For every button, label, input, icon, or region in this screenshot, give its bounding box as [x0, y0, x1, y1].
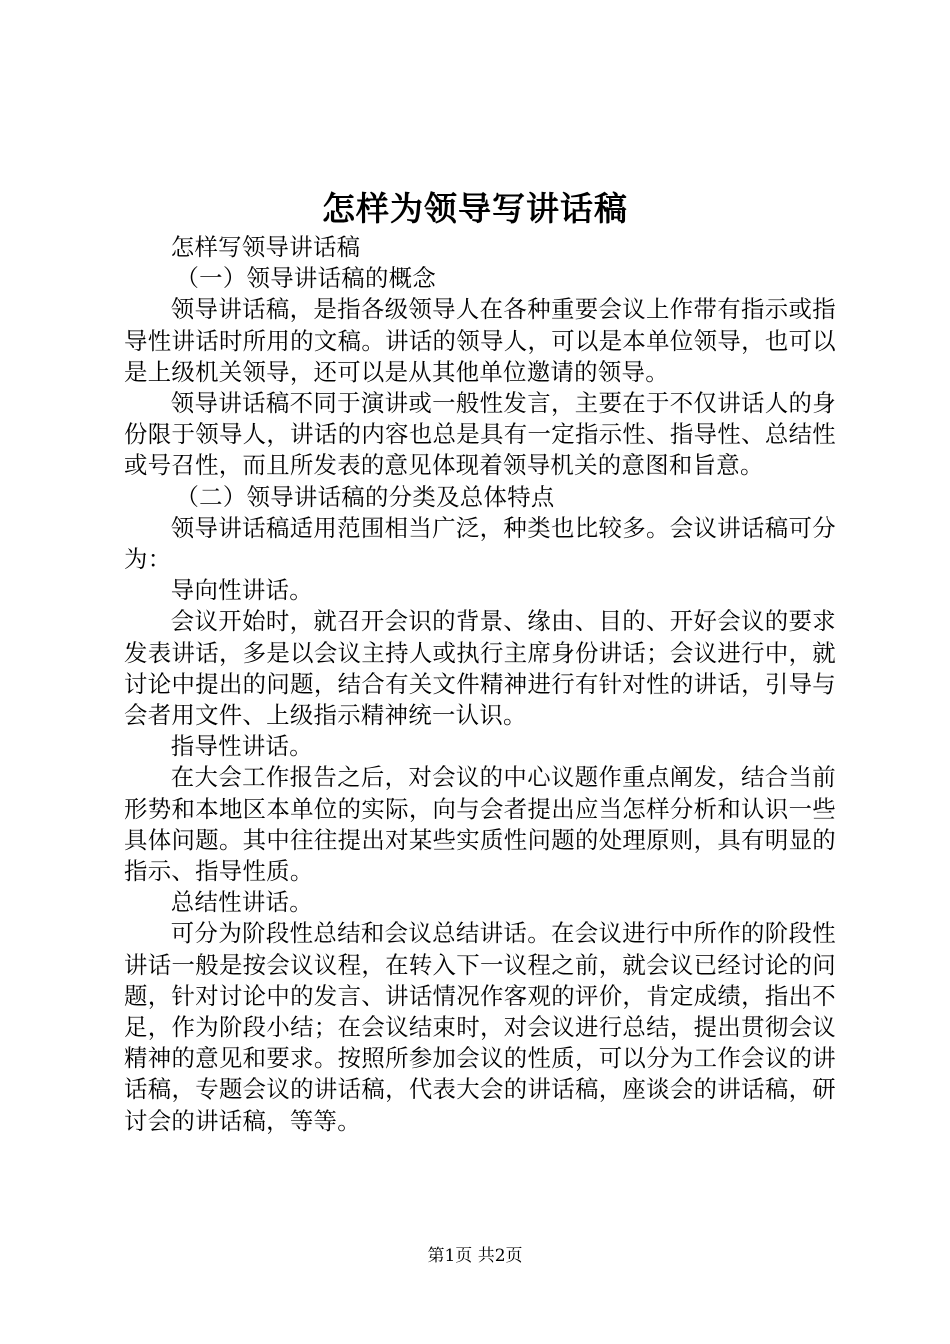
body-paragraph: 领导讲话稿，是指各级领导人在各种重要会议上作带有指示或指导性讲话时所用的文稿。讲话的领导人，可以是本单位领导，也可以是上级机关领导，还可以是从其他单位邀请的领导。 [124, 295, 836, 386]
body-paragraph: 领导讲话稿适用范围相当广泛，种类也比较多。会议讲话稿可分为： [124, 513, 836, 574]
page-footer: 第1页 共2页 [427, 1246, 523, 1266]
document-title: 怎样为领导写讲话稿 [322, 189, 628, 228]
body-paragraph: 领导讲话稿不同于演讲或一般性发言，主要在于不仅讲话人的身份限于领导人，讲话的内容也总是具有一定指示性、指导性、总结性或号召性，而且所发表的意见体现着领导机关的意图和旨意。 [124, 389, 836, 480]
category-heading: 总结性讲话。 [170, 888, 313, 917]
category-heading: 指导性讲话。 [170, 732, 313, 761]
body-paragraph: 会议开始时，就召开会识的背景、缘由、目的、开好会议的要求发表讲话，多是以会议主持人或执行主席身份讲话；会议进行中，就讨论中提出的问题，结合有关文件精神进行有针对性的讲话，引导与会者用文件、上级指示精神统一认识。 [124, 607, 836, 730]
body-paragraph: 可分为阶段性总结和会议总结讲话。在会议进行中所作的阶段性讲话一般是按会议议程，在转入下一议程之前，就会议已经讨论的问题，针对讨论中的发言、讲话情况作客观的评价，肯定成绩，指出不足，作为阶段小结；在会议结束时，对会议进行总结，提出贯彻会议精神的意见和要求。按照所参加会议的性质，可以分为工作会议的讲话稿，专题会议的讲话稿，代表大会的讲话稿，座谈会的讲话稿，研讨会的讲话稿，等等。 [124, 919, 836, 1135]
subsection-heading: （二）领导讲话稿的分类及总体特点 [175, 482, 555, 511]
body-paragraph: 在大会工作报告之后，对会议的中心议题作重点阐发，结合当前形势和本地区本单位的实际，向与会者提出应当怎样分析和认识一些具体问题。其中往往提出对某些实质性问题的处理原则，具有明显的指示、指导性质。 [124, 763, 836, 886]
subsection-heading: （一）领导讲话稿的概念 [175, 264, 437, 293]
category-heading: 导向性讲话。 [170, 576, 313, 605]
section-heading: 怎样写领导讲话稿 [170, 233, 361, 261]
document-body [124, 232, 836, 1137]
